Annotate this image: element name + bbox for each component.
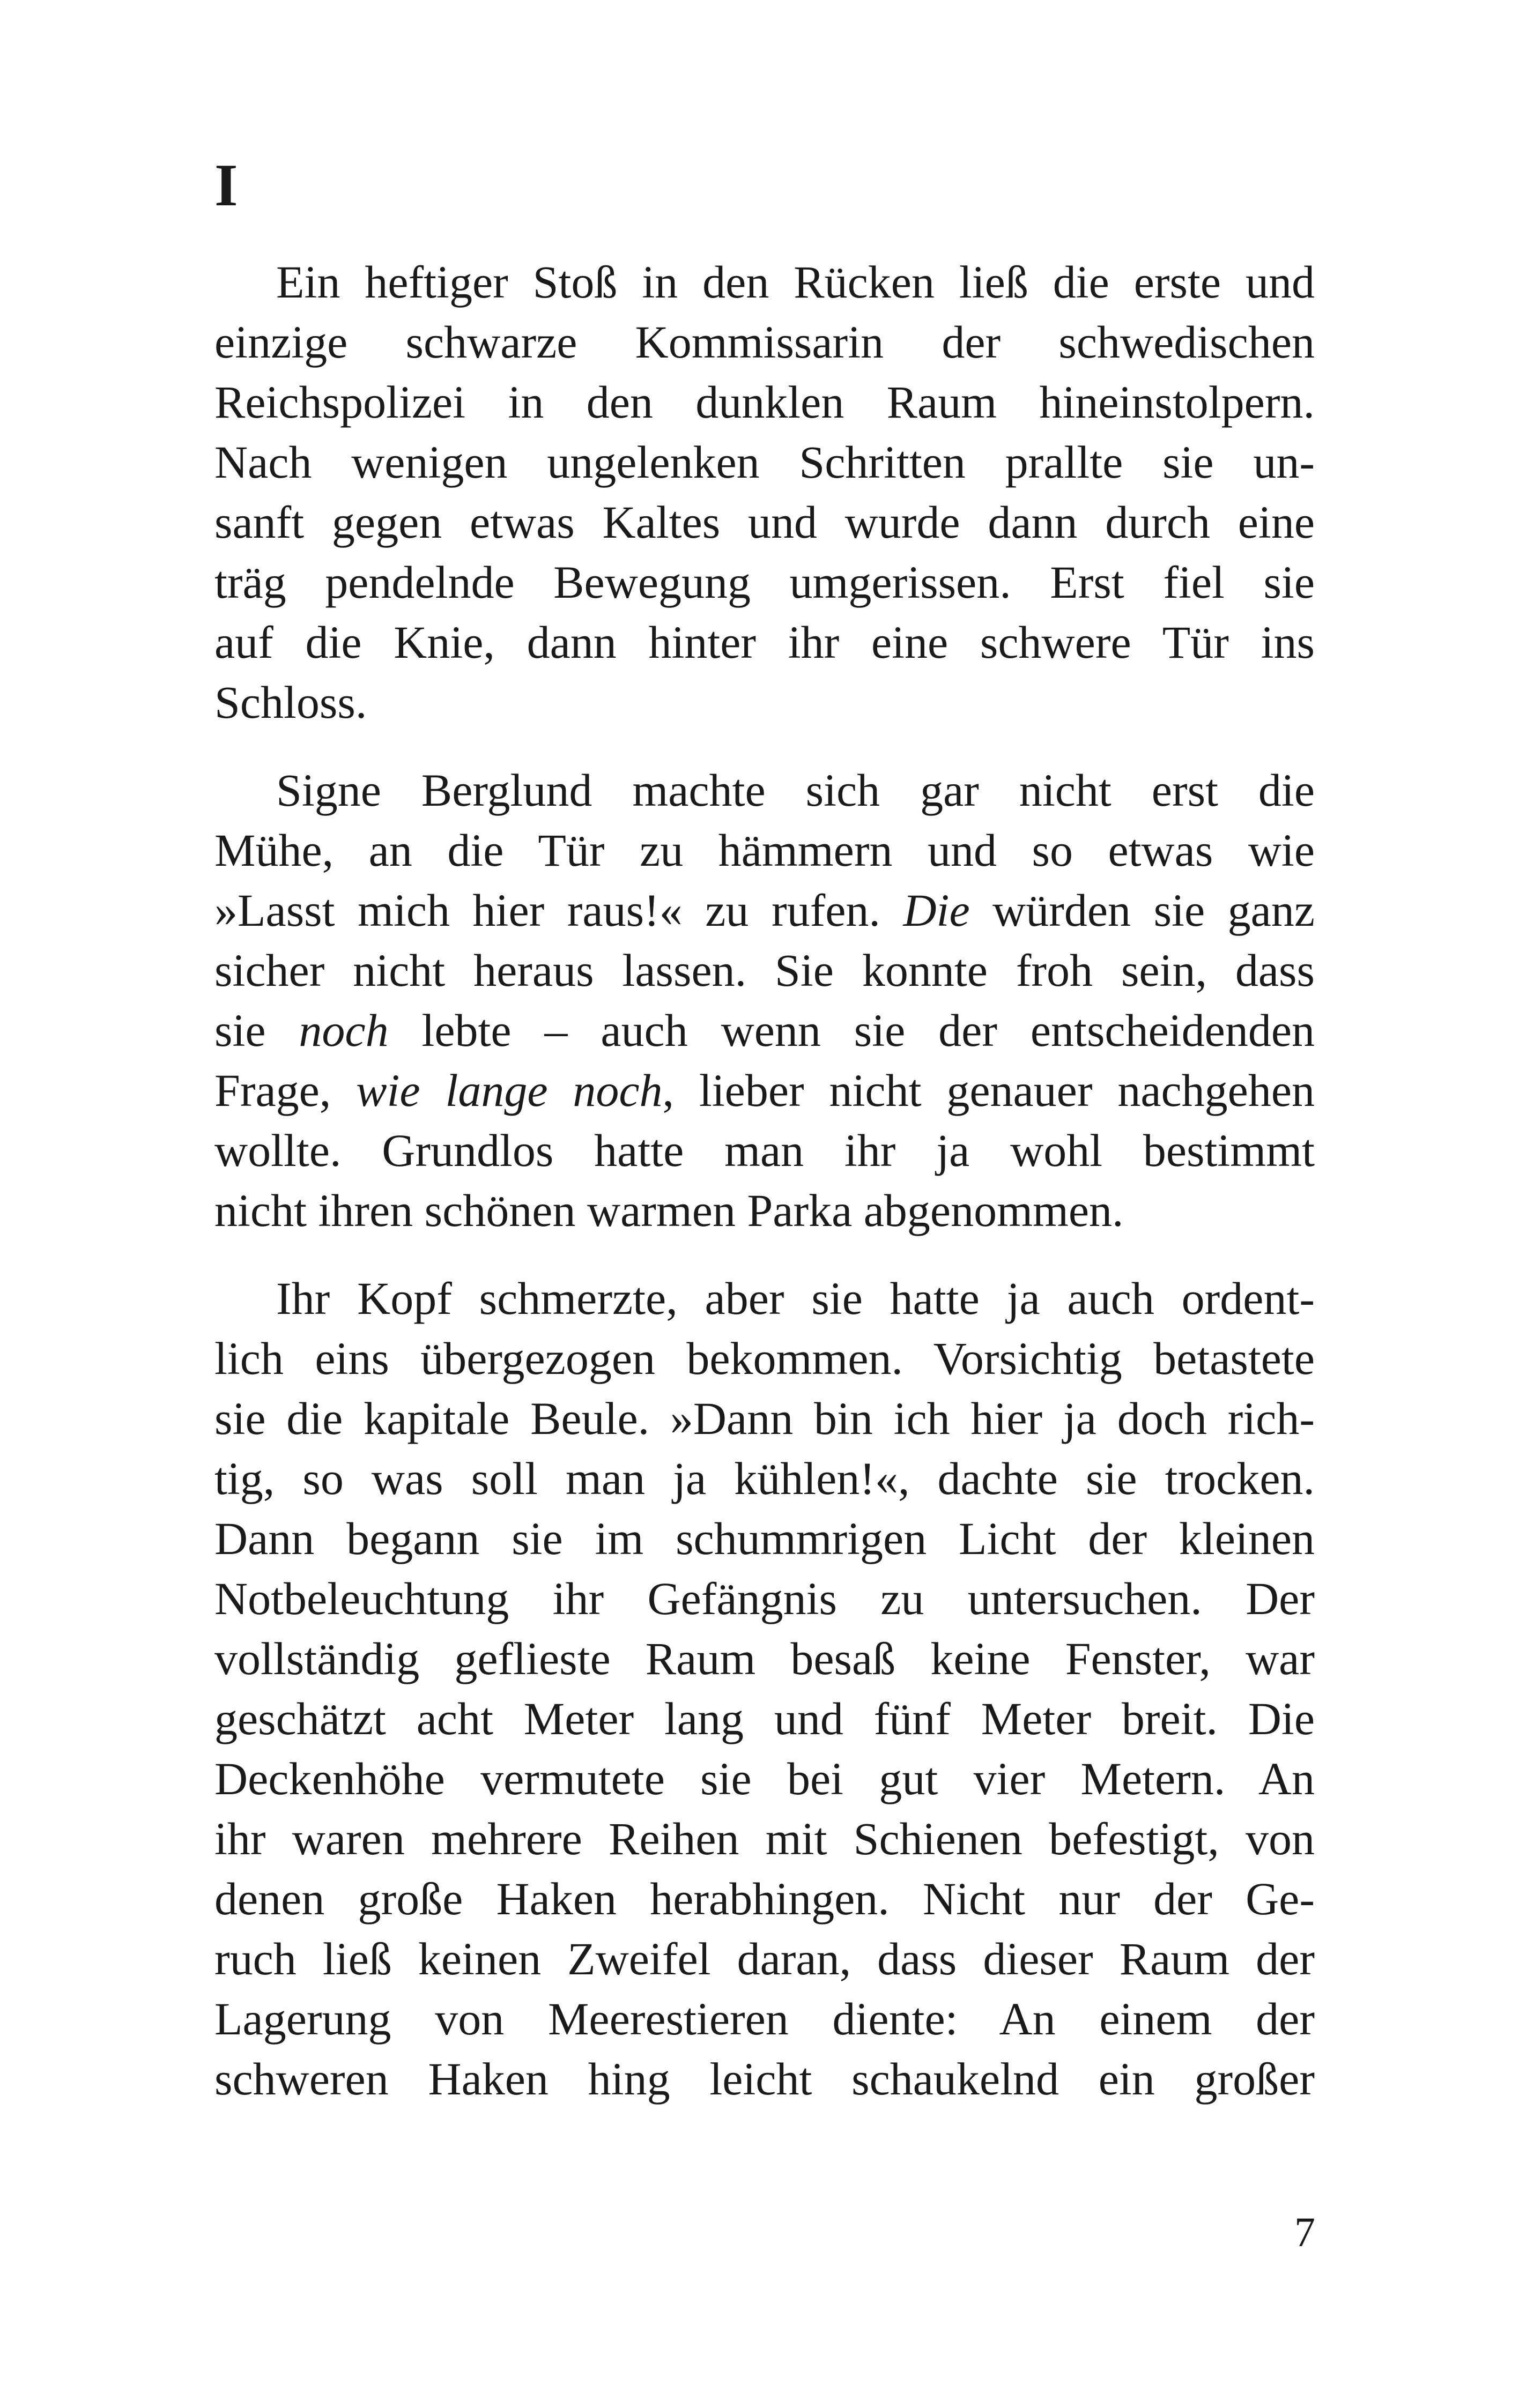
text-line	[214, 1869, 1315, 1929]
text-segment: Deckenhöhe vermutete sie bei gut vier Metern. An	[214, 1753, 1315, 1804]
text-line	[214, 492, 1315, 552]
text-line	[214, 1629, 1315, 1689]
text-segment: Ihr Kopf schmerzte, aber sie hatte ja auch ordent-	[276, 1273, 1315, 1324]
paragraph-gap	[214, 1240, 1315, 1268]
text-line	[214, 1809, 1315, 1869]
text-line	[214, 1448, 1315, 1508]
text-segment: tig, so was soll man ja kühlen!«, dachte sie trocken.	[214, 1453, 1315, 1504]
text-segment: träg pendelnde Bewegung umgerissen. Erst fiel sie	[214, 556, 1315, 608]
text-line	[214, 1060, 1315, 1120]
text-line	[214, 1000, 1315, 1060]
paragraph	[214, 252, 1315, 732]
text-line	[214, 312, 1315, 372]
text-segment: denen große Haken herabhingen. Nicht nur der Ge-	[214, 1873, 1315, 1924]
text-line	[214, 1268, 1315, 1328]
text-line	[214, 1328, 1315, 1388]
text-line	[214, 672, 1315, 732]
text-segment: Lagerung von Meerestieren diente: An einem der	[214, 1993, 1315, 2045]
paragraph	[214, 1268, 1315, 2109]
text-segment: einzige schwarze Kommissarin der schwedischen	[214, 316, 1315, 368]
italic-text: wie lange noch	[356, 1065, 663, 1116]
text-line	[214, 1508, 1315, 1569]
text-segment: lich eins übergezogen bekommen. Vorsichtig betastete	[214, 1333, 1315, 1384]
text-segment: »Lasst mich hier raus!« zu rufen.	[214, 885, 903, 936]
text-line	[214, 432, 1315, 492]
text-line	[214, 760, 1315, 820]
text-segment: Frage,	[214, 1065, 357, 1116]
text-line	[214, 1180, 1315, 1240]
body-text	[214, 252, 1315, 2109]
text-segment: Reichspolizei in den dunklen Raum hineinstolpern.	[214, 376, 1315, 428]
text-line	[214, 1388, 1315, 1448]
text-segment: sie	[214, 1005, 299, 1056]
text-segment: Signe Berglund machte sich gar nicht erst die	[276, 764, 1315, 816]
paragraph-gap	[214, 732, 1315, 760]
text-segment: Dann begann sie im schummrigen Licht der kleinen	[214, 1513, 1315, 1564]
text-segment: Notbeleuchtung ihr Gefängnis zu untersuchen. Der	[214, 1573, 1315, 1624]
text-segment: auf die Knie, dann hinter ihr eine schwere Tür ins	[214, 616, 1315, 668]
text-segment: geschätzt acht Meter lang und fünf Meter breit. Die	[214, 1693, 1315, 1744]
italic-text: noch	[299, 1005, 389, 1056]
text-line	[214, 612, 1315, 672]
text-line	[214, 1569, 1315, 1629]
text-line	[214, 372, 1315, 432]
text-line	[214, 1689, 1315, 1749]
text-line	[214, 1120, 1315, 1180]
text-line	[214, 820, 1315, 880]
text-segment: nicht ihren schönen warmen Parka abgenommen.	[214, 1185, 1124, 1236]
paragraph	[214, 760, 1315, 1240]
text-segment: schweren Haken hing leicht schaukelnd ein großer	[214, 2053, 1315, 2105]
text-line	[214, 880, 1315, 940]
text-line	[214, 552, 1315, 612]
text-segment: sicher nicht heraus lassen. Sie konnte froh sein, dass	[214, 945, 1315, 996]
text-line	[214, 940, 1315, 1000]
text-segment: wollte. Grundlos hatte man ihr ja wohl bestimmt	[214, 1125, 1315, 1176]
text-segment: Nach wenigen ungelenken Schritten prallte sie un-	[214, 436, 1315, 488]
text-line	[214, 1989, 1315, 2049]
chapter-number: I	[214, 152, 238, 219]
text-segment: , lieber nicht genauer nachgehen	[662, 1065, 1315, 1116]
text-line	[214, 1749, 1315, 1809]
text-segment: sie die kapitale Beule. »Dann bin ich hier ja doch rich-	[214, 1393, 1315, 1444]
text-segment: würden sie ganz	[969, 885, 1315, 936]
text-segment: ihr waren mehrere Reihen mit Schienen befestigt, von	[214, 1813, 1315, 1864]
text-line	[214, 2049, 1315, 2109]
text-line	[214, 1929, 1315, 1989]
text-line	[214, 252, 1315, 312]
italic-text: Die	[903, 885, 970, 936]
text-segment: Schloss.	[214, 677, 367, 728]
text-segment: Mühe, an die Tür zu hämmern und so etwas wie	[214, 824, 1315, 876]
text-segment: vollständig geflieste Raum besaß keine Fenster, war	[214, 1633, 1315, 1684]
page-number: 7	[1294, 2209, 1315, 2255]
text-segment: sanft gegen etwas Kaltes und wurde dann durch eine	[214, 496, 1315, 548]
text-segment: ruch ließ keinen Zweifel daran, dass dieser Raum der	[214, 1933, 1315, 1985]
text-segment: lebte – auch wenn sie der entscheidenden	[388, 1005, 1315, 1056]
text-segment: Ein heftiger Stoß in den Rücken ließ die erste und	[276, 256, 1315, 308]
